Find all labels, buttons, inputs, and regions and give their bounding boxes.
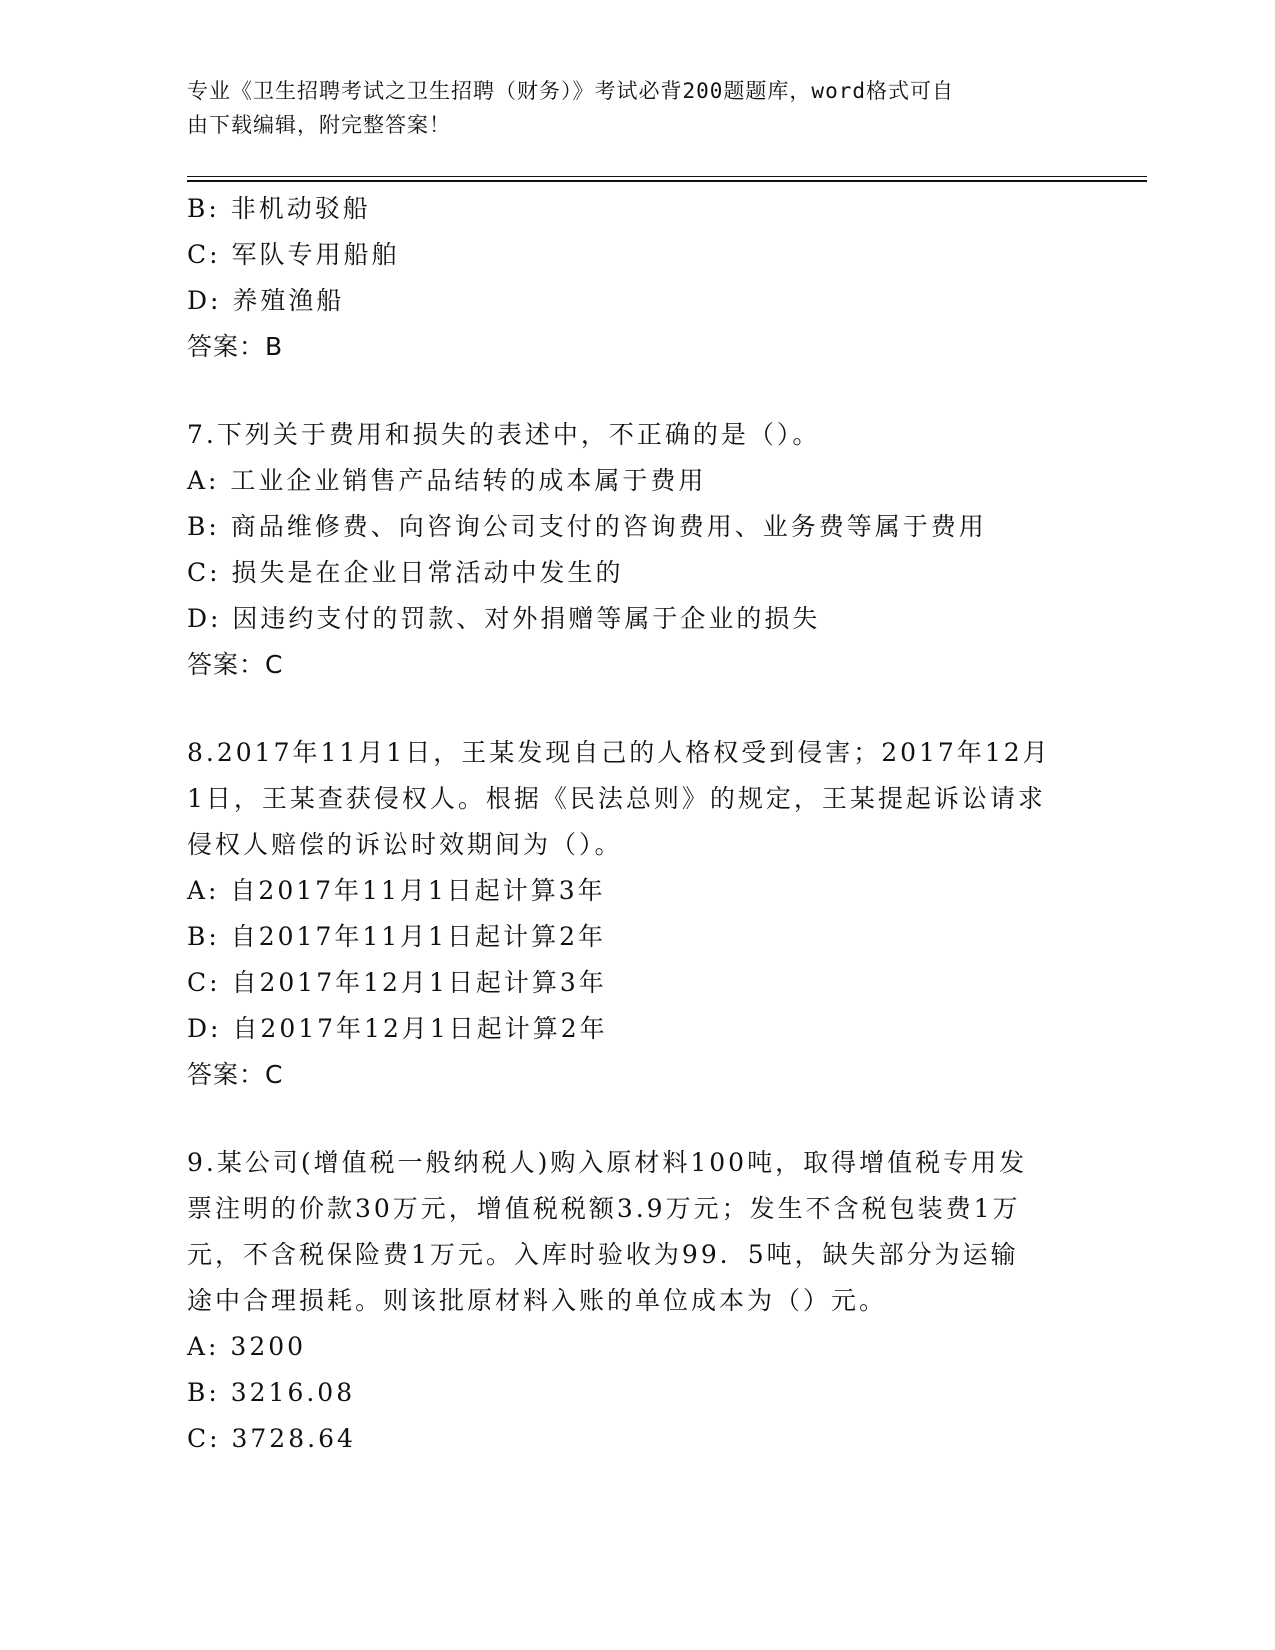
question-stem-line: 1日，王某查获侵权人。根据《民法总则》的规定，王某提起诉讼请求 [187,784,1046,813]
question-stem: 7.下列关于费用和损失的表述中，不正确的是（）。 [187,420,821,449]
answer: 答案：C [187,650,284,679]
question-stem-line: 9.某公司(增值税一般纳税人)购入原材料100吨，取得增值税专用发 [187,1148,1028,1177]
question-stem-line: 元，不含税保险费1万元。入库时验收为99．5吨，缺失部分为运输 [187,1240,1019,1269]
header-line-2: 由下载编辑，附完整答案！ [187,113,451,137]
question-stem-line: 途中合理损耗。则该批原材料入账的单位成本为（）元。 [187,1286,888,1315]
option-d: D: 自2017年12月1日起计算2年 [187,1014,608,1043]
answer: 答案：B [187,332,284,361]
spacer [187,370,1087,412]
question-stem-line: 侵权人赔偿的诉讼时效期间为（）。 [187,830,623,859]
question-8 [187,730,1087,1098]
header-divider-thin [187,176,1147,177]
header-line-1: 专业《卫生招聘考试之卫生招聘（财务）》考试必背200题题库，word格式可自 [187,79,954,103]
option-b: B: 非机动驳船 [187,194,371,223]
header-divider-thick [187,180,1147,182]
option-b: B: 自2017年11月1日起计算2年 [187,922,606,951]
document-header [187,74,1067,142]
question-6 [187,186,1087,370]
spacer [187,688,1087,730]
option-d: D: 养殖渔船 [187,286,345,315]
question-list [187,186,1087,1462]
option-c: C: 损失是在企业日常活动中发生的 [187,558,624,587]
option-c: C: 3728.64 [187,1424,356,1453]
option-b: B: 3216.08 [187,1378,356,1407]
option-c: C: 自2017年12月1日起计算3年 [187,968,607,997]
question-9 [187,1140,1087,1462]
option-a: A: 3200 [187,1332,307,1361]
option-d: D: 因违约支付的罚款、对外捐赠等属于企业的损失 [187,604,821,633]
option-c: C: 军队专用船舶 [187,240,400,269]
spacer [187,1098,1087,1140]
question-stem-line: 8.2017年11月1日，王某发现自己的人格权受到侵害；2017年12月 [187,738,1051,767]
option-b: B: 商品维修费、向咨询公司支付的咨询费用、业务费等属于费用 [187,512,987,541]
question-stem-line: 票注明的价款30万元，增值税税额3.9万元；发生不含税包装费1万 [187,1194,1021,1223]
option-a: A: 工业企业销售产品结转的成本属于费用 [187,466,707,495]
answer: 答案：C [187,1060,284,1089]
question-7 [187,412,1087,688]
option-a: A: 自2017年11月1日起计算3年 [187,876,606,905]
